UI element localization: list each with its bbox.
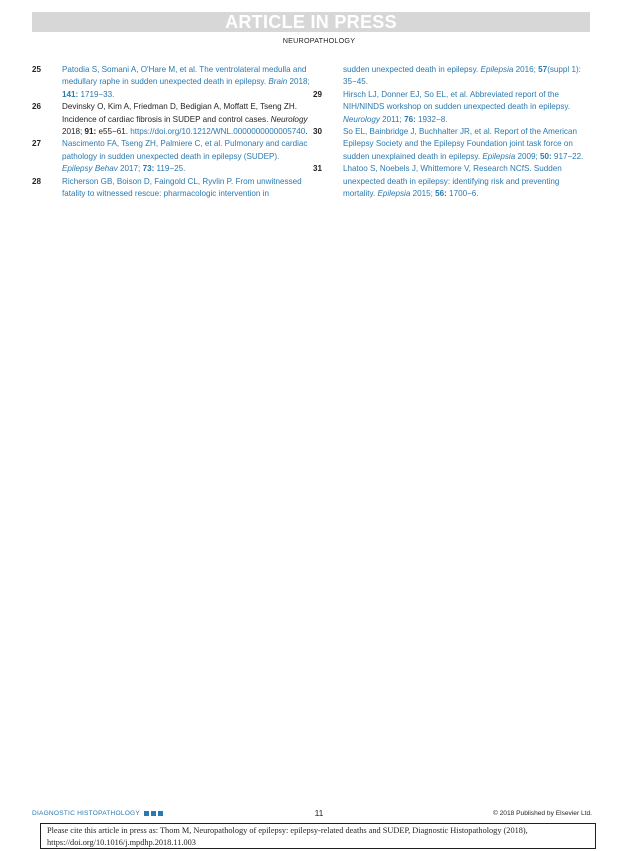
reference-link-text[interactable]: Richerson GB, Boison D, Faingold CL, Ryvlin P. From unwitnessed fatality to witnessed rescue: pharmacologic intervention in [62,176,302,199]
square-icon [144,811,149,816]
reference-text [62,138,310,175]
reference-number: 31 [313,164,323,174]
square-icon [158,811,163,816]
reference-link-text[interactable]: 2017; [117,164,143,174]
reference-text [62,64,310,101]
reference-link-text[interactable]: Lhatoo S, Noebels J, Whittemore V, Research NCfS. Sudden unexpected death in epilepsy: identifying risk and preventing mortality. [343,164,562,199]
reference-text [343,89,591,126]
reference-link-text[interactable]: Epilepsia [482,151,516,161]
reference-link-text[interactable]: 76: [404,114,416,124]
reference-plain-text: 91: [84,127,97,137]
reference-link-text[interactable]: sudden unexpected death in epilepsy. [343,65,481,74]
reference-entry [32,138,310,175]
reference-plain-text: . [305,127,308,137]
reference-link-text[interactable]: Patodia S, Somani A, O'Hare M, et al. The ventrolateral medulla and medullary raphe in sudden unexpected death in epilepsy. [62,65,307,87]
reference-link-text[interactable]: 2011; [379,114,405,124]
references-left-column [32,64,310,200]
reference-link-text[interactable]: https://doi.org/10.1212/WNL.0000000000005740 [130,127,306,137]
reference-entry [32,176,310,201]
reference-link-text[interactable]: Hirsch LJ, Donner EJ, So EL, et al. Abbreviated report of the NIH/NINDS workshop on sudden unexpected death in epilepsy. [343,89,571,112]
reference-plain-text: Devinsky O, Kim A, Friedman D, Bedigian A, Moffatt E, Tseng ZH. Incidence of cardiac fibrosis in SUDEP and control cases. [62,102,297,124]
journal-name: DIAGNOSTIC HISTOPATHOLOGY [32,810,140,817]
reference-plain-text: e55−61. [96,127,131,137]
reference-link-text[interactable]: 57 [538,65,548,74]
reference-link-text[interactable]: Epilepsia [480,65,514,74]
reference-text [62,176,310,201]
reference-number: 29 [313,89,323,99]
page-number: 11 [314,808,324,818]
reference-number: 25 [32,65,42,74]
reference-entry [313,64,591,89]
reference-link-text[interactable]: 1719−33. [78,89,115,99]
reference-entry [313,126,591,163]
reference-link-text[interactable]: (suppl 1): 35−45. [343,65,581,87]
reference-number: 30 [313,127,323,137]
reference-text [343,126,591,163]
square-icon [151,811,156,816]
article-in-press-banner: ARTICLE IN PRESS [32,12,590,32]
copyright-notice: © 2018 Published by Elsevier Ltd. [492,810,592,817]
reference-link-text[interactable]: 2016; [513,65,539,74]
reference-entry [32,64,310,101]
citation-box: Please cite this article in press as: Thom M, Neuropathology of epilepsy: epilepsy-related deaths and SUDEP, Diagnostic Histopathology (2018), https://doi.org/10.1016/j.mpdhp.2018.11.003 [40,823,596,849]
reference-entry [313,163,591,200]
reference-link-text[interactable]: So EL, Bainbridge J, Buchhalter JR, et al. Report of the American Epilepsy Society and the Epilepsy Foundation joint task force on sudden unexplained death in epilepsy. [343,127,577,161]
section-label: NEUROPATHOLOGY [282,36,356,45]
reference-entry [32,101,310,138]
reference-link-text[interactable]: 1700−6. [446,189,479,199]
reference-link-text[interactable]: Brain [268,77,288,87]
reference-link-text[interactable]: Nascimento FA, Tseng ZH, Palmiere C, et al. Pulmonary and cardiac pathology in sudden unexpected death in epilepsy (SUDEP). [62,139,308,161]
reference-text [343,163,591,200]
reference-number: 26 [32,102,42,112]
reference-link-text[interactable]: 141: [62,89,79,99]
reference-text [343,64,591,89]
reference-link-text[interactable]: Epilepsia [377,189,411,199]
reference-link-text[interactable]: 1932−8. [415,114,448,124]
reference-link-text[interactable]: 56: [435,189,447,199]
references-right-column [313,64,591,200]
reference-plain-text: Neurology [270,114,308,124]
reference-link-text[interactable]: 73: [142,164,155,174]
reference-link-text[interactable]: 50: [539,151,552,161]
footer-journal [32,810,163,817]
reference-link-text[interactable]: 2018; [287,77,310,87]
reference-link-text[interactable]: 917−22. [551,151,584,161]
reference-number: 28 [32,176,42,186]
reference-link-text[interactable]: 2015; [410,189,436,199]
reference-plain-text: 2018; [62,127,85,137]
reference-link-text[interactable]: 119−25. [154,164,186,174]
reference-number: 27 [32,139,42,149]
reference-text [62,101,310,138]
reference-entry [313,89,591,126]
reference-link-text[interactable]: Epilepsy Behav [62,164,118,174]
reference-link-text[interactable]: 2009; [515,151,540,161]
reference-link-text[interactable]: Neurology [343,114,380,124]
